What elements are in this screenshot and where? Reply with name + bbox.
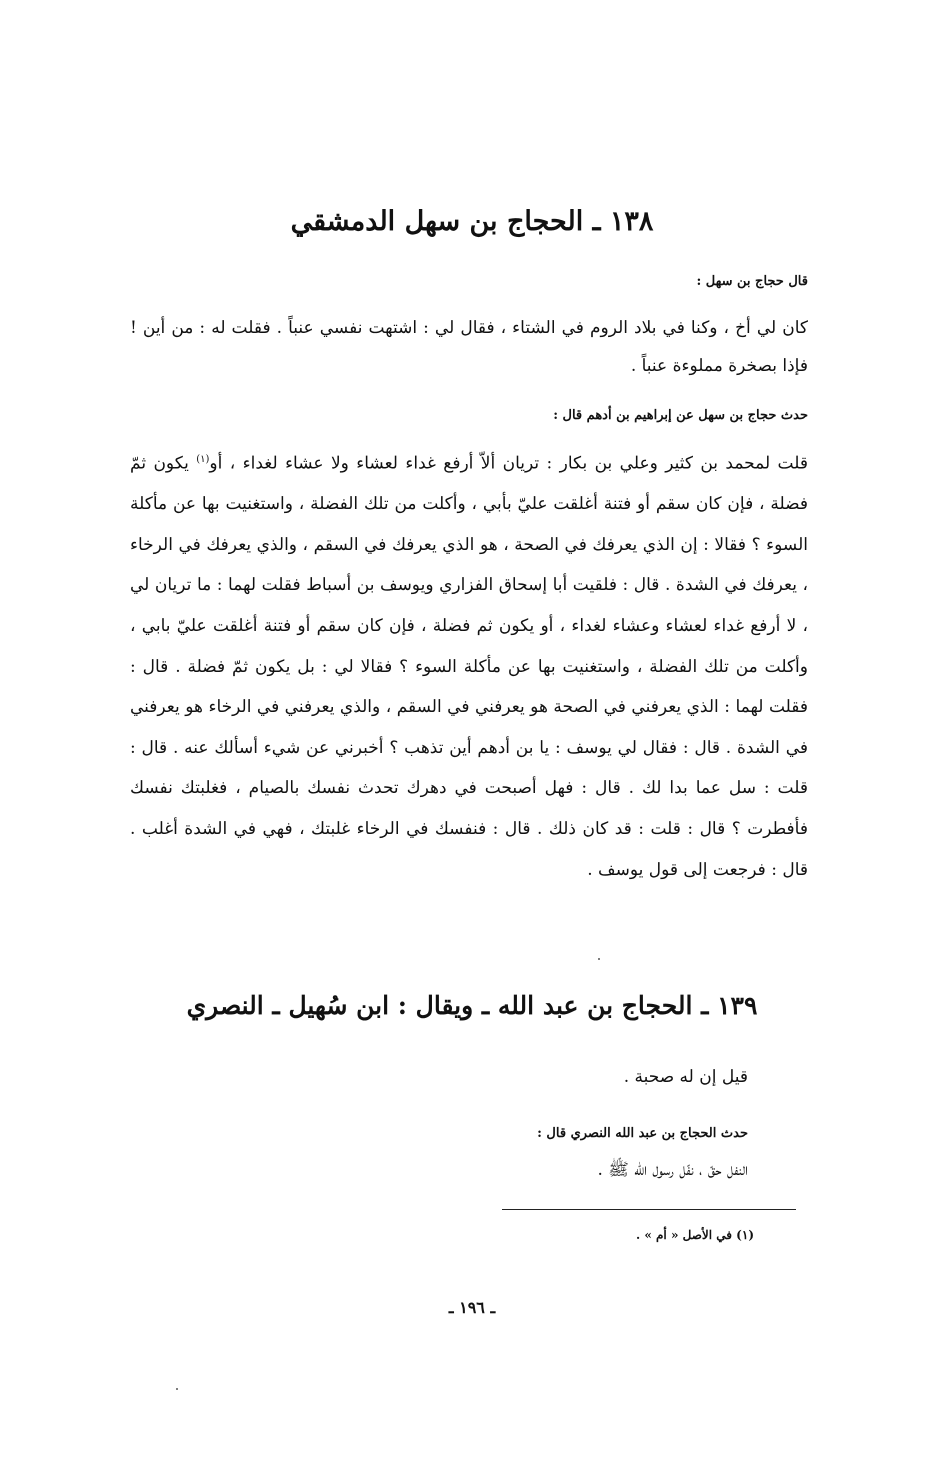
footnote-text: (١) في الأصل « أم » . (635, 1228, 754, 1242)
footnote-separator-rule (502, 1209, 796, 1210)
entry-139-heading: ١٣٩ ـ الحجاج بن عبد الله ـ ويقال : ابن سُهيل ـ النصري (186, 991, 758, 1020)
page-number: ـ ١٩٦ ـ (448, 1298, 496, 1317)
speck-mark (598, 958, 600, 960)
entry-138-isnad-1: قال حجاج بن سهل : (696, 274, 808, 289)
entry-138-heading: ١٣٨ ـ الحجاج بن سهل الدمشقي (290, 206, 654, 237)
entry-138-paragraph-2 (130, 440, 808, 890)
entry-138-paragraph-1: كان لي أخ ، وكنا في بلاد الروم في الشتاء ، فقال لي : اشتهت نفسي عنباً . فقلت له : من أين ! فإذا بصخرة مملوءة عنباً . (130, 318, 808, 376)
entry-138-isnad-2: حدث حجاج بن سهل عن إبراهيم بن أدهم قال : (553, 408, 808, 423)
entry-139-paragraph-2: النفل حقّ ، نفّل رسول الله ﷺ . (597, 1160, 748, 1180)
footnote-reference: (١) (196, 454, 210, 465)
entry-139-isnad: حدث الحجاج بن عبد الله النصري قال : (537, 1126, 748, 1141)
paragraph-2-text-before-note: قلت لمحمد بن كثير وعلي بن بكار : تريان ألاّ أرفع غداء لعشاء ولا عشاء لغداء ، أو (209, 453, 808, 474)
paragraph-2-text-after-note: يكون ثمّ فضلة ، فإن كان سقم أو فتنة أغلقت عليّ بأبي ، وأكلت من تلك الفضلة ، واستغنيت بها عن مأكلة السوء ؟ فقالا : إن الذي يعرفك في الصحة ، هو الذي يعرفك في السقم ، والذي يعرفك في الرخاء ، يعرفك في الشدة . قال : فلقيت أبا إسحاق الفزاري ويوسف بن أسباط فقلت لهما : ما تريان لي ، لا أرفع غداء لعشاء وعشاء لغداء ، أو يكون ثم فضلة ، فإن كان سقم أو فتنة أغلقت عليّ بابي ، وأكلت من تلك الفضلة ، واستغنيت بها عن مأكلة السوء ؟ فقالا لي : بل يكون ثمّ فضلة . قال : فقلت لهما : الذي يعرفني في الصحة هو يعرفني في السقم ، والذي يعرفني في الرخاء هو يعرفني في الشدة . قال : فقال لي يوسف : يا بن أدهم أين تذهب ؟ أخبرني عن شيء أسألك عنه . قال : قلت : سل عما بدا لك . قال : فهل أصبحت في دهرك تحدث نفسك بالصيام ، فغلبتك نفسك فأفطرت ؟ قال : قلت : قد كان ذلك . قال : فنفسك في الرخاء غلبتك ، فهي في الشدة أغلب . قال : فرجعت إلى قول يوسف . (130, 453, 808, 880)
entry-139-paragraph-1: قيل إن له صحبة . (623, 1067, 748, 1087)
speck-mark (176, 1388, 178, 1390)
